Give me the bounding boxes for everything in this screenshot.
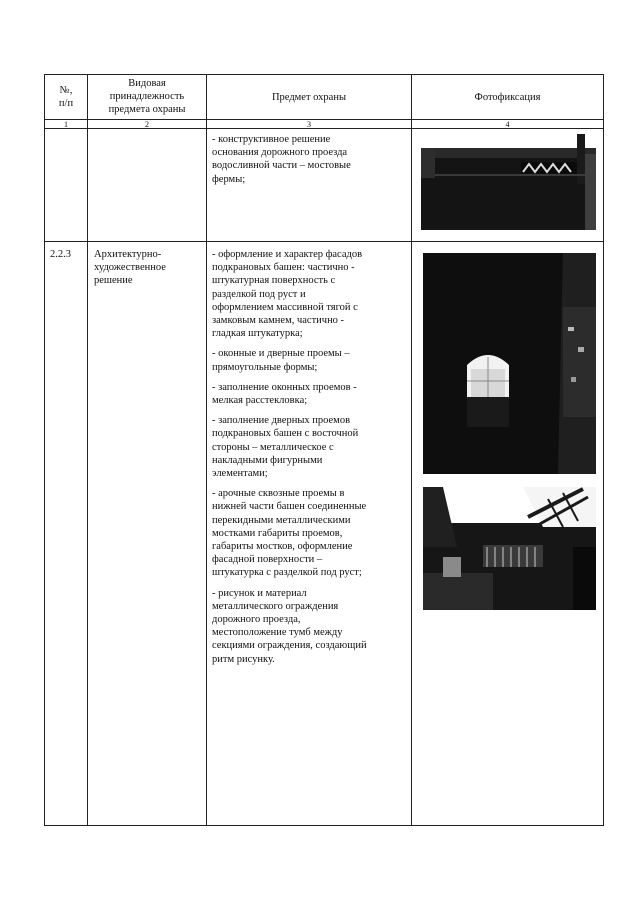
row-number: 2.2.3 [50, 249, 71, 260]
header-number: №, п/п [58, 85, 74, 109]
protection-item-arches: - арочные сквозные проемы в нижней части башен соединенные перекидными металлическими мостками габариты проемов, габариты мостков, оформление фасадной поверхности – штукатурка с разделкой под руст; [212, 488, 367, 579]
colnum-1: 1 [64, 120, 68, 129]
protection-items-list [212, 248, 408, 673]
photo-arched-passage [423, 487, 596, 610]
photo-bridge-truss [421, 134, 596, 230]
table-border-right [603, 74, 604, 826]
table-divider-col2 [206, 74, 207, 826]
colnum-3: 3 [307, 120, 311, 129]
continuation-text: - конструктивное решение основания дорожного проезда водосливной части – мостовые фермы; [212, 134, 351, 185]
table-border-bottom [44, 825, 604, 826]
header-type: Видовая принадлежность предмета охраны [108, 78, 186, 115]
protection-item-facades: - оформление и характер фасадов подкрановых башен: частично - штукатурная поверхность с разделкой под руст и оформлением массивной тягой с замковым камнем, частично - гладкая штукатурка; [212, 249, 363, 340]
table-divider-col3 [411, 74, 412, 826]
row-divider-line [44, 241, 604, 242]
table-border-top [44, 74, 604, 75]
row-type: Архитектурно- художественное решение [94, 249, 166, 287]
table-divider-col1 [87, 74, 88, 826]
colnum-2: 2 [145, 120, 149, 129]
table-border-left [44, 74, 45, 826]
protection-item-door-fill: - заполнение дверных проемов подкрановых башен с восточной стороны – металлическое с накладными фигурными элементами; [212, 415, 359, 480]
header-subject: Предмет охраны [271, 92, 347, 103]
colnum-4: 4 [505, 120, 510, 129]
protection-item-openings: - оконные и дверные проемы – прямоугольные формы; [212, 348, 350, 373]
protection-item-window-fill: - заполнение оконных проемов - мелкая расстекловка; [212, 381, 357, 407]
protection-item-railing: - рисунок и материал металлического ограждения дорожного проезда, местоположение тумб между секциями ограждения, создающий ритм рисунку. [212, 587, 367, 665]
photo-tower-facade [423, 247, 596, 474]
header-photo: Фотофиксация [474, 92, 541, 103]
